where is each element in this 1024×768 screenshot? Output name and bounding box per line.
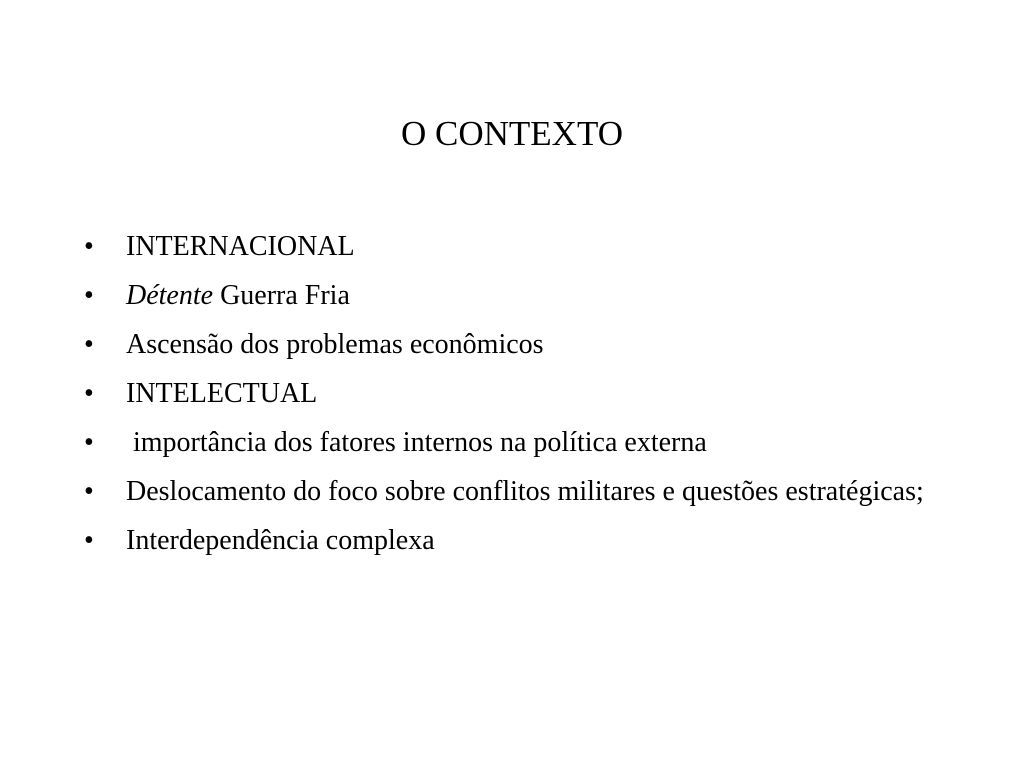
bullet-icon: •: [84, 280, 94, 311]
bullet-emphasis: Détente: [126, 280, 214, 311]
bullet-body: INTELECTUAL: [126, 378, 318, 409]
list-item: [84, 227, 964, 267]
bullet-text: [126, 227, 964, 267]
bullet-body: Guerra Fria: [213, 280, 350, 311]
list-item: [84, 472, 964, 512]
list-item: [84, 276, 964, 316]
bullet-body: Interdependência complexa: [126, 525, 435, 556]
bullet-text: [126, 423, 964, 463]
bullet-body: INTERNACIONAL: [126, 231, 355, 262]
bullet-icon: •: [84, 378, 94, 409]
bullet-text: [126, 374, 964, 414]
list-item: [84, 521, 964, 561]
bullet-icon: •: [84, 525, 94, 556]
bullet-text: [126, 325, 964, 365]
list-item: [84, 374, 964, 414]
bullet-icon: •: [84, 231, 94, 262]
bullet-body: Ascensão dos problemas econômicos: [126, 329, 544, 360]
bullet-body: Deslocamento do foco sobre conflitos militares e questões estratégicas;: [126, 476, 924, 507]
list-item: [84, 423, 964, 463]
list-item: [84, 325, 964, 365]
bullet-icon: •: [84, 329, 94, 360]
bullet-icon: •: [84, 476, 94, 507]
slide-title: O CONTEXTO: [401, 114, 623, 153]
bullet-text: [126, 276, 964, 316]
bullet-list: [84, 227, 964, 561]
bullet-body: importância dos fatores internos na política externa: [133, 427, 707, 458]
bullet-icon: •: [84, 427, 94, 458]
bullet-text: [126, 472, 964, 512]
bullet-lead-space: [126, 427, 133, 458]
bullet-text: [126, 521, 964, 561]
